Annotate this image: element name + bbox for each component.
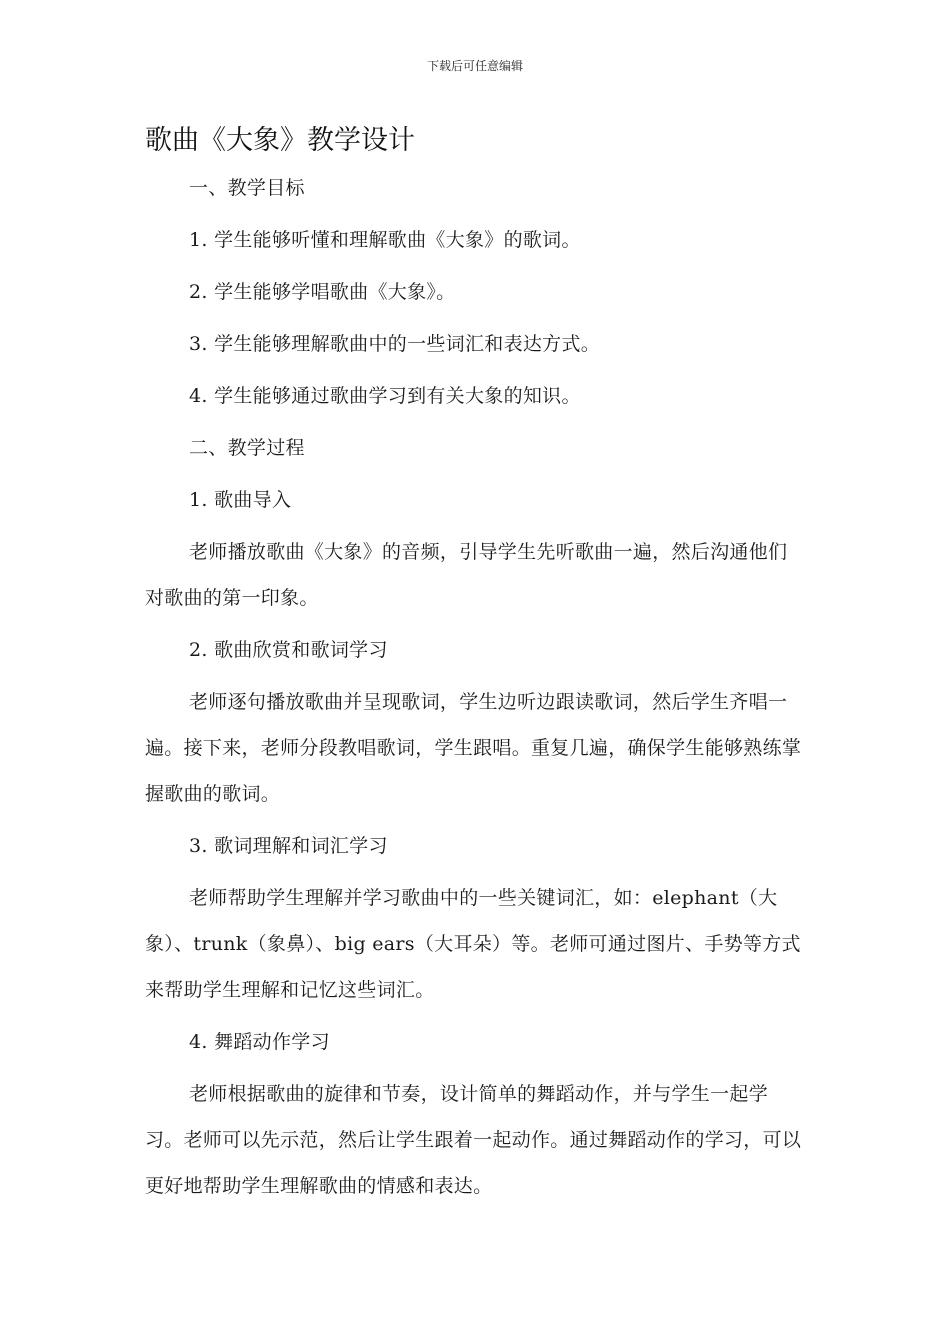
document-title: 歌曲《大象》教学设计 <box>145 125 415 156</box>
header-note: 下载后可任意编辑 <box>426 59 523 73</box>
goal-item-3: 3. 学生能够理解歌曲中的一些词汇和表达方式。 <box>189 333 601 355</box>
goal-item-4: 4. 学生能够通过歌曲学习到有关大象的知识。 <box>189 385 581 407</box>
step-2-heading: 2. 歌曲欣赏和歌词学习 <box>189 639 388 661</box>
process-heading: 二、教学过程 <box>189 437 305 459</box>
step-1-heading: 1. 歌曲导入 <box>189 489 292 511</box>
document-body <box>145 165 805 1209</box>
step-1-paragraph: 老师播放歌曲《大象》的音频，引导学生先听歌曲一遍，然后沟通他们对歌曲的第一印象。 <box>145 541 788 609</box>
step-2-paragraph: 老师逐句播放歌曲并呈现歌词，学生边听边跟读歌词，然后学生齐唱一遍。接下来，老师分段教唱歌词，学生跟唱。重复几遍，确保学生能够熟练掌握歌曲的歌词。 <box>145 691 802 805</box>
step-3-paragraph: 老师帮助学生理解并学习歌曲中的一些关键词汇，如：elephant（大象）、trunk（象鼻）、big ears（大耳朵）等。老师可通过图片、手势等方式来帮助学生理解和记忆这些词汇。 <box>145 887 801 1001</box>
goal-item-1: 1. 学生能够听懂和理解歌曲《大象》的歌词。 <box>189 229 581 251</box>
goals-heading: 一、教学目标 <box>189 177 305 199</box>
step-4-paragraph: 老师根据歌曲的旋律和节奏，设计简单的舞蹈动作，并与学生一起学习。老师可以先示范，然后让学生跟着一起动作。通过舞蹈动作的学习，可以更好地帮助学生理解歌曲的情感和表达。 <box>145 1083 802 1197</box>
goal-item-2: 2. 学生能够学唱歌曲《大象》。 <box>189 281 456 303</box>
step-3-heading: 3. 歌词理解和词汇学习 <box>189 835 388 857</box>
step-4-heading: 4. 舞蹈动作学习 <box>189 1031 330 1053</box>
